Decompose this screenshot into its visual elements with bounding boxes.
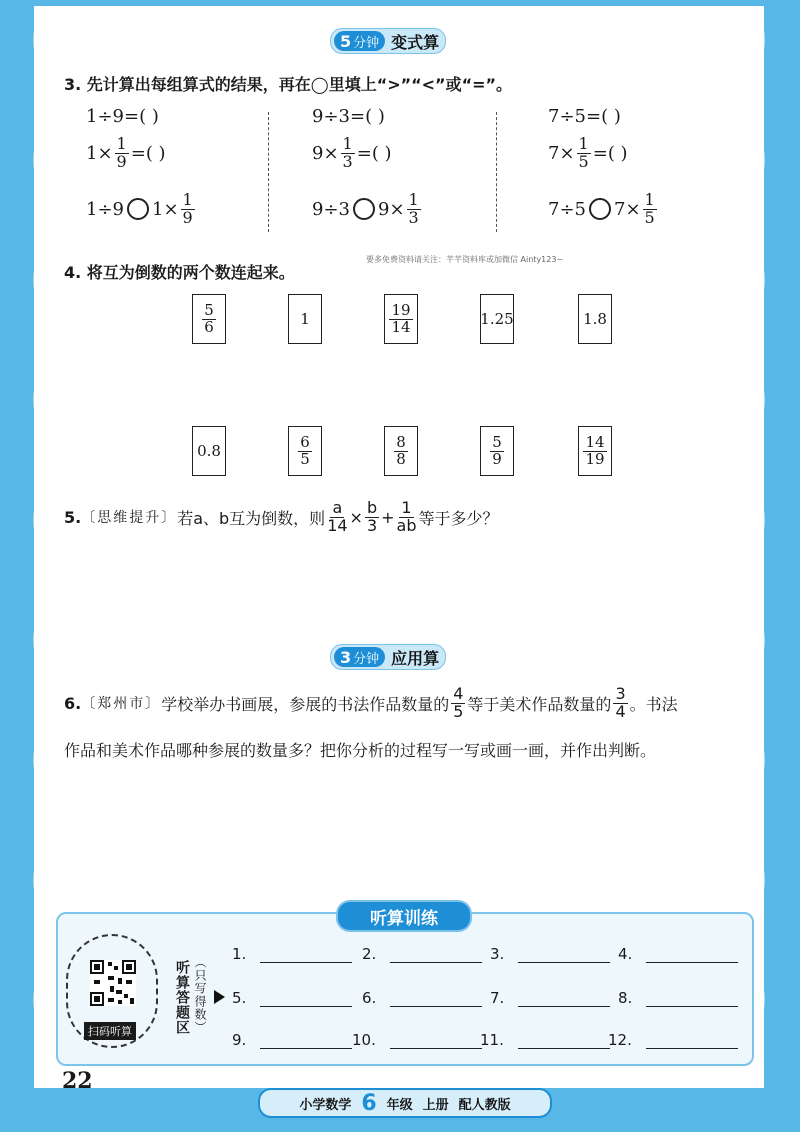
compare-circle[interactable] xyxy=(127,198,149,220)
match-box-top-5[interactable]: 1.8 xyxy=(578,294,612,344)
answer-slot-5[interactable]: 5. xyxy=(232,988,352,1007)
question-5: 5. 〔思维提升〕 若a、b互为倒数，则 $\frac{a}{14}$ × $\frac{b}{3}$ + $\frac{1}{ab}$ 等于多少？ xyxy=(64,498,499,535)
q3-col2-row1: 9÷3=( ) xyxy=(312,106,385,127)
q3-col3-row1: 7÷5=( ) xyxy=(548,106,621,127)
section-badge-1 xyxy=(330,28,446,54)
footer-grade-unit: 年级 xyxy=(386,1097,413,1113)
answer-slot-3[interactable]: 3. xyxy=(490,944,610,963)
answer-slot-4[interactable]: 4. xyxy=(618,944,738,963)
column-divider xyxy=(268,112,269,232)
question-3-title: 3. 先计算出每组算式的结果，再在◯里填上“>”“<”或“=”。 xyxy=(64,75,513,94)
footer-grade: 6 xyxy=(361,1090,377,1116)
section-title: 变式算 xyxy=(391,32,440,52)
answer-slot-2[interactable]: 2. xyxy=(362,944,482,963)
answer-slot-9[interactable]: 9. xyxy=(232,1030,352,1049)
answer-slot-7[interactable]: 7. xyxy=(490,988,610,1007)
match-box-top-2[interactable]: 1 xyxy=(288,294,322,344)
q3-col1-row1: 1÷9=( ) xyxy=(86,106,159,127)
question-6-line-1: 6. 〔郑州市〕 学校举办书画展，参展的书法作品数量的 $\frac{4}{5}$ 等于美术作品数量的 $\frac{3}{4}$ 。书法 xyxy=(64,684,678,721)
q3-col1-row3: 1÷9 1× $\frac{1}{9}$ xyxy=(86,190,193,227)
arrow-right-icon xyxy=(214,990,225,1004)
match-box-top-4[interactable]: 1.25 xyxy=(480,294,514,344)
qr-label: 扫码听算 xyxy=(84,1022,136,1040)
answer-slot-10[interactable]: 10. xyxy=(352,1030,482,1049)
page-number: 22 xyxy=(62,1068,93,1094)
watermark-text: 要多免费资料请关注：芊芊资料库或加微信 Ainty123~ xyxy=(366,255,564,264)
q3-col3-row3: 7÷5 7× $\frac{1}{5}$ xyxy=(548,190,655,227)
question-tag: 〔郑州市〕 xyxy=(81,696,162,713)
answer-area-sublabel: （只写得数） xyxy=(193,956,207,1034)
match-box-top-1[interactable]: $\frac{5}{6}$ xyxy=(192,294,226,344)
question-6-line-2: 作品和美术作品哪种参展的数量多？把你分析的过程写一写或画一画，并作出判断。 xyxy=(64,741,657,760)
question-tag: 〔思维提升〕 xyxy=(81,510,178,527)
match-box-bottom-1[interactable]: 0.8 xyxy=(192,426,226,476)
footer-edition: 配人教版 xyxy=(458,1097,511,1113)
q3-col1-row2: 1× $\frac{1}{9}$ =( ) xyxy=(86,134,166,171)
answer-slot-8[interactable]: 8. xyxy=(618,988,738,1007)
match-box-bottom-4[interactable]: $\frac{5}{9}$ xyxy=(480,426,514,476)
match-box-bottom-3[interactable]: $\frac{8}{8}$ xyxy=(384,426,418,476)
minutes-pill: 3 分钟 xyxy=(334,647,385,667)
column-divider xyxy=(496,112,497,232)
q3-col3-row2: 7× $\frac{1}{5}$ =( ) xyxy=(548,134,628,171)
question-4-title: 4. 将互为倒数的两个数连起来。 xyxy=(64,263,295,282)
footer-subject: 小学数学 xyxy=(299,1097,352,1113)
answer-slot-6[interactable]: 6. xyxy=(362,988,482,1007)
footer-banner xyxy=(258,1088,552,1118)
footer-volume: 上册 xyxy=(422,1097,449,1113)
minutes-pill: 5 分钟 xyxy=(334,31,385,51)
answer-slot-11[interactable]: 11. xyxy=(480,1030,610,1049)
section-title: 应用算 xyxy=(391,648,440,668)
match-box-top-3[interactable]: $\frac{19}{14}$ xyxy=(384,294,418,344)
compare-circle[interactable] xyxy=(589,198,611,220)
match-box-bottom-2[interactable]: $\frac{6}{5}$ xyxy=(288,426,322,476)
match-box-bottom-5[interactable]: $\frac{14}{19}$ xyxy=(578,426,612,476)
answer-slot-1[interactable]: 1. xyxy=(232,944,352,963)
q3-col2-row3: 9÷3 9× $\frac{1}{3}$ xyxy=(312,190,419,227)
q3-col2-row2: 9× $\frac{1}{3}$ =( ) xyxy=(312,134,392,171)
answer-slot-12[interactable]: 12. xyxy=(608,1030,738,1049)
section-badge-2 xyxy=(330,644,446,670)
listening-title: 听算训练 xyxy=(336,900,472,932)
compare-circle[interactable] xyxy=(353,198,375,220)
answer-area-label: 听算答题区 xyxy=(174,960,190,1035)
qr-code-icon[interactable] xyxy=(90,960,136,1006)
